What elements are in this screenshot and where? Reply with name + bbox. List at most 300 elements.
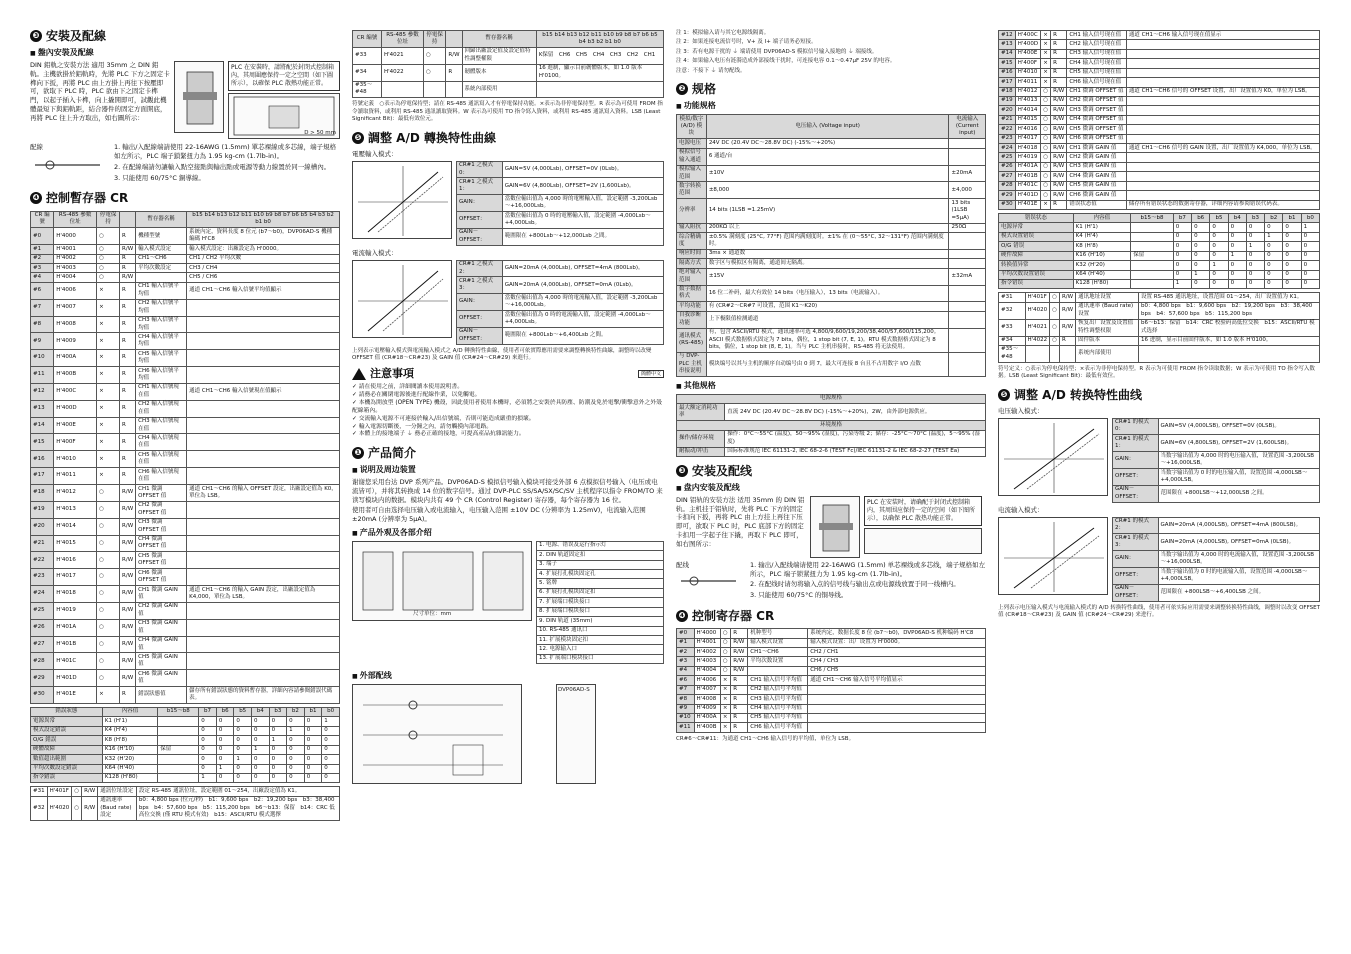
- table-row: [999, 319, 1320, 336]
- curve-cell: CR#1 之模式 2：: [457, 260, 503, 277]
- error-cell: 0: [304, 736, 322, 745]
- table-row: [999, 49, 1320, 58]
- cr-cell: 平均次數設定: [136, 264, 187, 273]
- cr-header: CR 編號: [353, 31, 382, 48]
- cr-cell: ○: [1041, 106, 1051, 115]
- cr-cell: [187, 367, 340, 384]
- table-row: [1113, 551, 1320, 568]
- table-row: [999, 345, 1320, 362]
- cr-cell: H'4008: [694, 695, 720, 704]
- error-cell: 0: [1283, 232, 1301, 241]
- error-cell: [1131, 270, 1174, 279]
- section-number: ❹: [30, 192, 42, 204]
- table-row: [31, 400, 340, 417]
- spec-cell: 数字转换范围: [677, 182, 707, 199]
- cr-cell: #29: [31, 670, 54, 687]
- cr-cell: H'400F: [54, 434, 97, 451]
- cr-cell: ○: [1050, 319, 1060, 336]
- cr-cell: #9: [31, 333, 54, 350]
- error-header: 内容值: [1073, 214, 1131, 223]
- part-label: 12. 电源输入口: [537, 645, 664, 654]
- cr-cell: H'401A: [1015, 162, 1041, 171]
- other-spec-label: 最大额定消耗功率: [677, 404, 725, 421]
- cr-cell: H'4022: [1025, 336, 1050, 345]
- cr-cell: #7: [677, 685, 695, 694]
- model-label: DVP06AD-S: [558, 687, 590, 694]
- cr-cell: [748, 666, 808, 675]
- table-row: [677, 223, 986, 232]
- cr-cell: R: [1051, 59, 1067, 68]
- curve-cell: GAIN：: [1113, 551, 1159, 568]
- error-cell: K16 (H'10): [102, 745, 157, 754]
- table-row: [999, 144, 1320, 153]
- error-cell: 0: [1173, 270, 1191, 279]
- table-row: [677, 685, 986, 694]
- error-cell: 0: [322, 726, 340, 735]
- wiring-row-sc: [676, 561, 986, 602]
- volt-curve-chart-sc: [998, 418, 1108, 496]
- cr-cell: #18: [31, 485, 54, 502]
- error-cell: 0: [269, 717, 287, 726]
- table-row: [31, 687, 340, 704]
- error-cell: K8 (H'8): [102, 736, 157, 745]
- error-cell: 硬體故障: [31, 745, 103, 754]
- section-number: ❹: [676, 610, 688, 622]
- cr-cell: H'400C: [1015, 31, 1041, 40]
- error-cell: [1131, 261, 1174, 270]
- cr-cell: ×: [1041, 59, 1051, 68]
- cr-cell: #10: [31, 350, 54, 367]
- curr-curve-table-sc: [1112, 517, 1320, 602]
- spec-cell: [949, 233, 986, 250]
- cabinet-box-sc: [864, 496, 982, 558]
- part-label: 7. 扩展端口模块接口: [537, 598, 664, 607]
- wiring-figure-sc: [676, 561, 746, 602]
- cr-cell: H'4021: [1025, 319, 1050, 336]
- cr-cell: 通訊位址設定: [98, 787, 137, 796]
- table-row: [677, 139, 986, 148]
- cr-cell: 機種型號: [136, 228, 187, 245]
- cr-cell: R: [120, 451, 136, 468]
- cr-cell: R: [120, 687, 136, 704]
- cr-cell: [1126, 96, 1319, 105]
- cr-cell: [808, 723, 986, 732]
- cr-cell: H'4013: [54, 501, 97, 518]
- cr-cell: R: [120, 228, 136, 245]
- din-rail-icon: [175, 62, 225, 134]
- cr-cell: CH4 輸入信號平均值: [136, 333, 187, 350]
- curve-cell: CR#1 之模式 1：: [457, 178, 503, 195]
- wiring-footnote: 注 3：若有电源干扰的 ⏚ 端请使用 DVP06AD-S 模拟信号输入接地的 ⏚ 端接线。: [676, 48, 878, 55]
- cr-cell: #31: [999, 293, 1026, 302]
- part-label: 1. 电源、错误及运行指示灯: [537, 541, 664, 550]
- cr-cell: #24: [999, 144, 1016, 153]
- product-drawing: [353, 542, 531, 620]
- error-cell: 0: [216, 726, 234, 735]
- cr-cell: 固件版本: [1076, 336, 1139, 345]
- error-cell: 0: [1173, 223, 1191, 232]
- function-spec-table: [676, 114, 986, 377]
- table-row: [31, 552, 340, 569]
- section-number: ❸: [676, 465, 688, 477]
- volt-curve-row: [352, 161, 664, 249]
- cr-cell: CH6 微调 GAIN 值: [1067, 191, 1126, 200]
- table-row: [677, 182, 986, 199]
- cr-cell: 通讯速率 (Baud rate) 设置: [1076, 302, 1139, 319]
- spec-cell: 模拟信号输入通道: [677, 148, 707, 165]
- other-spec-table: [676, 394, 986, 457]
- wiring-note: 1. 输出/入配线端请使用 22-16AWG (1.5mm) 单芯裸线或多芯线，端子规格如左所示，PLC 端子锁紧扭力为 1.95 kg-cm (1.7lb-in)。: [750, 560, 986, 578]
- spec-cell: ±0.5% 满刻度 (25°C, 77°F) 范围内满刻度时。±1% 在 (0～55°C, 32～131°F) 范围内满刻度时。: [706, 233, 949, 250]
- table-row: [1113, 584, 1320, 601]
- cr-cell: #25: [31, 602, 54, 619]
- wiring-figure-box: [30, 143, 110, 184]
- cr-cell: H'400D: [1015, 40, 1041, 49]
- cr-cell: CH6 微調 GAIN 值: [136, 670, 187, 687]
- cr-header: [446, 31, 462, 48]
- table-row: [457, 178, 664, 195]
- column-2: [352, 30, 664, 784]
- error-header: b6: [1192, 214, 1210, 223]
- cr-cell: ○: [1041, 134, 1051, 143]
- table-row: [677, 676, 986, 685]
- cr-cell: R/W: [1051, 115, 1067, 124]
- curve-cell: OFFSET：: [1113, 568, 1159, 585]
- cr-cell: [187, 535, 340, 552]
- table-row: [677, 165, 986, 182]
- cr-cell: [187, 653, 340, 670]
- cr-cell: H'401D: [54, 670, 97, 687]
- table-row: [31, 367, 340, 384]
- table-row: [1113, 418, 1320, 435]
- cr-cell: ○: [97, 636, 120, 653]
- cr-cell: ×: [1041, 200, 1051, 209]
- cr-cell: H'4018: [1015, 144, 1041, 153]
- part-label: 8. 扩展端口模块接口: [537, 607, 664, 616]
- adjust-note: 上列表示電壓輸入模式與電流輸入模式之 A/D 轉換特性曲線，使用者可依實際應用需要來調整轉換特性曲線，調整時以改變 OFFSET 值 (CR#18～CR#23) 及 GAIN 值 (CR#24～CR#29) 來進行。: [352, 347, 652, 362]
- cr-cell: H'4019: [54, 602, 97, 619]
- cr-cell: R/W: [120, 501, 136, 518]
- table-row: [999, 68, 1320, 77]
- cr-cell: [1126, 134, 1319, 143]
- cr-cell: #21: [999, 115, 1016, 124]
- cr-cell: R: [1051, 78, 1067, 87]
- error-cell: 0: [251, 717, 269, 726]
- cr-cell: 通道 CH1～CH6 的輸入 GAIN 設定，出廠設定值為 K4,000，單位為 LSB。: [187, 586, 340, 603]
- cr-cell: H'4000: [694, 629, 720, 638]
- table-row: [31, 619, 340, 636]
- error-cell: 指令錯誤: [31, 773, 103, 782]
- cr-header: RS-485 參數位址: [382, 31, 424, 48]
- sub-dims: ■ 产品外观及各部介绍: [352, 528, 664, 539]
- cr-cell: R/W: [120, 653, 136, 670]
- wiring-footnote: 注意：不接下 ⏚ 请勿配线。: [676, 67, 746, 74]
- spec-cell: [949, 311, 986, 328]
- error-cell: 0: [234, 745, 252, 754]
- table-row: [31, 316, 340, 333]
- cr-cell: H'401D: [1015, 191, 1041, 200]
- cr-cell: #12: [31, 383, 54, 400]
- error-cell: [158, 755, 199, 764]
- product-dims-figure: [352, 541, 532, 621]
- table-row: [31, 670, 340, 687]
- cr-cell: ○: [97, 586, 120, 603]
- cr-cell: R: [120, 254, 136, 263]
- error-cell: 0: [304, 755, 322, 764]
- curr-curve-table: [456, 260, 664, 345]
- error-header: b4: [251, 707, 269, 716]
- table-row: [457, 228, 664, 245]
- cr-cell: CH6 / CH5: [808, 666, 986, 675]
- cr-cell: #25: [999, 153, 1016, 162]
- error-cell: 0: [322, 745, 340, 754]
- cr-cell: R/W: [446, 47, 462, 64]
- wiring-footnote: 注 2：如果连接电流信号时，V+ 及 I+ 端子请务必短接。: [676, 39, 817, 46]
- error-cell: 0: [1192, 261, 1210, 270]
- error-cell: 0: [251, 755, 269, 764]
- error-cell: 0: [234, 764, 252, 773]
- table-row: [31, 764, 340, 773]
- error-cell: 0: [1210, 270, 1228, 279]
- other-spec-heading: 环境规格: [677, 421, 986, 430]
- cr-cell: ○: [1050, 293, 1060, 302]
- error-cell: 0: [1173, 261, 1191, 270]
- cr-cell: R/W: [1059, 293, 1075, 302]
- cr-cell: #32: [31, 796, 48, 820]
- cr-cell: #4: [31, 273, 54, 282]
- error-header: 錯誤狀態: [31, 707, 103, 716]
- cr-cell: [187, 299, 340, 316]
- cr-header: b15 b14 b13 b12 b11 b10 b9 b8 b7 b6 b5 b4 b3 b2 b1 b0: [536, 31, 663, 48]
- error-cell: 0: [322, 755, 340, 764]
- curr-mode-label-sc: 电流输入模式：: [998, 505, 1044, 514]
- cr-cell: #11: [677, 723, 695, 732]
- cr-cell: CH1～CH6: [136, 254, 187, 263]
- cr-cell: 通道 CH1～CH6 輸入信號現在值顯示: [187, 383, 340, 400]
- part-label: 10. RS-485 通讯口: [537, 626, 664, 635]
- error-cell: 0: [1210, 223, 1228, 232]
- curve-cell: GAIN：: [457, 195, 503, 212]
- error-cell: 硬件故障: [999, 251, 1074, 260]
- table-row: [677, 723, 986, 732]
- spec-cell: [949, 302, 986, 311]
- cr-cell: H'4013: [1015, 96, 1041, 105]
- cr-cell: #4: [677, 666, 695, 675]
- table-row: [677, 199, 986, 223]
- symbol-note: 符號定義 ○表示為停電保持型；請在 RS-485 通訊寫入才有停電保持功能。×表示為非停電保持型。R 表示為可使用 FROM 指令讀取資料，或利用 RS-485 通訊讀取資料。W 表示為可使用 TO 指令寫入資料，或利用 RS-485 通訊寫入資料。LSB (Least Significant Bit)：最低有效位元。: [352, 101, 663, 123]
- error-cell: 0: [234, 773, 252, 782]
- cr-cell: H'401A: [54, 619, 97, 636]
- cr-cell: ×: [97, 468, 120, 485]
- cr-cell: H'4006: [694, 676, 720, 685]
- cr-cell: H'400A: [694, 713, 720, 722]
- error-cell: 0: [251, 773, 269, 782]
- cr-cell: ○: [97, 670, 120, 687]
- cr-cell: ×: [97, 417, 120, 434]
- cr-cell: H'4014: [1015, 106, 1041, 115]
- cr-cell: R: [446, 64, 462, 81]
- cr-cell: #20: [31, 518, 54, 535]
- unit-label: 尺寸单位：mm: [413, 611, 452, 618]
- cr-cell: R/W: [731, 638, 748, 647]
- cr-cell: [187, 434, 340, 451]
- cr-cell: ○: [1041, 153, 1051, 162]
- other-spec-heading: 电源规格: [677, 394, 986, 403]
- volt-curve-chart: [352, 161, 452, 239]
- cr-cell: CH4 输入信号现在值: [1067, 59, 1126, 68]
- cr-cell: [187, 451, 340, 468]
- table-row: [457, 161, 664, 178]
- cr-cell: b0：4,800 bps b1：9,600 bps b2：19,200 bps b3：38,400 bps b4：57,600 bps b5：115,200 bps: [1138, 302, 1319, 319]
- error-cell: 0: [1173, 242, 1191, 251]
- curve-cell: GAIN－OFFSET：: [1113, 485, 1159, 502]
- cr-header: CR 編號: [31, 211, 54, 228]
- cr-cell: [1126, 172, 1319, 181]
- error-cell: 电源异常: [999, 223, 1074, 232]
- language-tag: 簡體中文: [638, 370, 664, 379]
- spec-cell: 16 位二补码，最大有效位 14 bits（电压输入），13 bits（电流输入）。: [706, 285, 949, 302]
- cr-cell: [187, 636, 340, 653]
- error-cell: 電源異常: [31, 717, 103, 726]
- list-item: [537, 551, 664, 560]
- error-cell: 0: [269, 764, 287, 773]
- cr-cell: K保留 CH6 CH5 CH4 CH3 CH2 CH1: [536, 47, 663, 64]
- table-row: [1113, 469, 1320, 486]
- curr-curve-chart-sc: [998, 517, 1108, 595]
- cr-cell: #18: [999, 87, 1016, 96]
- cr-cell: CH1 輸入信號現在值: [136, 383, 187, 400]
- table-row: [31, 299, 340, 316]
- cr-cell: H'4019: [1015, 153, 1041, 162]
- table-row: [677, 268, 986, 285]
- product-dims-row: [352, 541, 664, 667]
- cr-cell: [136, 273, 187, 282]
- spec-cell: 分辨率: [677, 199, 707, 223]
- cr-cell: H'4003: [54, 264, 97, 273]
- cr-cell: ○: [720, 648, 730, 657]
- error-cell: 模式設定錯誤: [31, 726, 103, 735]
- error-cell: 0: [234, 717, 252, 726]
- cr-cell: #22: [999, 125, 1016, 134]
- cr-cell: R: [120, 417, 136, 434]
- cr-cell: R/W: [120, 569, 136, 586]
- cr-table-col4: [998, 30, 1320, 210]
- cr-cell: CH4 微調 GAIN 值: [136, 636, 187, 653]
- part-label: 4. 扩展打孔模块固定孔: [537, 570, 664, 579]
- spec-cell: [949, 328, 986, 352]
- cr-header: 暫存器名稱: [462, 31, 536, 48]
- cr-cell: ○: [97, 602, 120, 619]
- cr-cell: [1126, 162, 1319, 171]
- caution-item: ✓ 本機為開放型 (OPEN TYPE) 機殼，因此使用者使用本機時，必須將之安裝於具防塵、防潮及免於電擊/衝擊意外之外殼配線箱內。: [352, 400, 664, 416]
- cr-cell: 儲存所有錯誤狀態的資料暫存器，詳細內容請參閱錯誤代碼表。: [187, 687, 340, 704]
- error-cell: 0: [1173, 232, 1191, 241]
- list-item: [537, 645, 664, 654]
- error-cell: 0: [1265, 242, 1283, 251]
- table-row: [999, 336, 1320, 345]
- din-rail-icon: [811, 497, 861, 559]
- spec-cell: 平均功能: [677, 302, 707, 311]
- error-cell: 1: [1228, 251, 1246, 260]
- spec-cell: 数字区与模拟区有隔离，通道间无隔离。: [706, 259, 949, 268]
- cr-cell: CH4 / CH3: [808, 657, 986, 666]
- cr-cell: R/W: [82, 787, 98, 796]
- table-row: [677, 249, 986, 258]
- wiring-footnote: 注 4：如果输入电压有涟漪造成外部接线干扰时，可连接电容 0.1～0.47μF 25V 的电容。: [676, 58, 896, 65]
- cr-cell: ○: [97, 569, 120, 586]
- spec-cell: [949, 249, 986, 258]
- error-cell: 1: [216, 764, 234, 773]
- cr-cell: R/W: [120, 273, 136, 282]
- cr-cell: CH6 输入信号现在值: [1067, 78, 1126, 87]
- table-row: [999, 270, 1320, 279]
- error-cell: 0: [1210, 232, 1228, 241]
- section-number: ❺: [352, 132, 364, 144]
- error-cell: 0: [1265, 223, 1283, 232]
- error-cell: 0: [1283, 223, 1301, 232]
- error-cell: 0: [1210, 251, 1228, 260]
- cr-cell: CH1 微調 GAIN 值: [136, 586, 187, 603]
- cr-cell: ○: [1050, 336, 1060, 345]
- curve-cell: OFFSET：: [1113, 469, 1159, 486]
- table-row: [999, 200, 1320, 209]
- curve-cell: 范围限在 +800LSB～+12,000LSB 之间。: [1158, 485, 1319, 502]
- error-cell: [158, 736, 199, 745]
- error-header: b3: [269, 707, 287, 716]
- wiring-note: 1. 輸出/入配線端請使用 22-16AWG (1.5mm) 單芯裸線或多芯線，端子規格如左所示，PLC 端子鎖緊扭力為 1.95 kg-cm (1.7lb-in)。: [114, 143, 337, 161]
- part-label: 6. 扩展打孔模块固定扣: [537, 588, 664, 597]
- table-row: [999, 162, 1320, 171]
- curve-cell: 当数字输出值为 0 时的电压输入值，设置范围 -4,000LSB～+4,000LSB。: [1158, 469, 1319, 486]
- cr-cell: ○: [72, 787, 82, 796]
- table-row: [999, 125, 1320, 134]
- cr-cell: R: [1051, 40, 1067, 49]
- cr-cell: #35～#48: [999, 345, 1026, 362]
- cr-cell: #16: [999, 68, 1016, 77]
- other-spec-value: 操作：0°C～55°C (温度)，50～95% (湿度)，污染等级 2；储存：-25°C～70°C (温度)，5～95% (湿度): [725, 430, 986, 447]
- error-cell: 0: [1228, 242, 1246, 251]
- error-cell: 0: [1246, 270, 1264, 279]
- cr-cell: [1126, 181, 1319, 190]
- error-cell: 0: [1265, 251, 1283, 260]
- error-cell: K4 (H'4): [1073, 232, 1131, 241]
- table-row: [31, 350, 340, 367]
- curve-cell: 當數位輸出值為 4,000 時的電流輸入值，設定範圍 -3,200Lsb～+16,000Lsb。: [502, 294, 663, 311]
- cr-cell: ○: [720, 666, 730, 675]
- terminal-icon: [676, 570, 744, 592]
- error-header: b2: [1265, 214, 1283, 223]
- cr-cell: H'4001: [694, 638, 720, 647]
- caution-list: [352, 384, 664, 439]
- table-row: [999, 302, 1320, 319]
- cr-cell: ×: [97, 350, 120, 367]
- error-cell: 0: [251, 726, 269, 735]
- error-cell: 0: [1283, 270, 1301, 279]
- error-cell: 0: [269, 755, 287, 764]
- cr-cell: R/W: [120, 636, 136, 653]
- curr-curve-chart: [352, 260, 452, 338]
- spec-cell: 3ms × 通道数: [706, 249, 949, 258]
- cr-cell: #15: [999, 59, 1016, 68]
- error-cell: K32 (H'20): [102, 755, 157, 764]
- error-cell: 0: [1301, 232, 1319, 241]
- cr-cell: [187, 569, 340, 586]
- intro-text: 谢谢您采用台达 DVP 系列产品。DVP06AD-S 模拟信号输入模块可接受外部 6 点模拟信号输入（电压或电流皆可），并将其转换成 14 位的数字信号。通过 DVP-PLC SS/SA/SX/SC/SV 主机程序以指令 FROM/TO 来读写模块内的数据。模块内共有 49 个 CR (Control Register) 寄存器，每个寄存器为 16 位。: [352, 478, 663, 504]
- cr-cell: CH3 微调 GAIN 值: [1067, 162, 1126, 171]
- table-row: [677, 648, 986, 657]
- error-cell: 0: [269, 773, 287, 782]
- cr-cell: CH4 微調 OFFSET 值: [136, 535, 187, 552]
